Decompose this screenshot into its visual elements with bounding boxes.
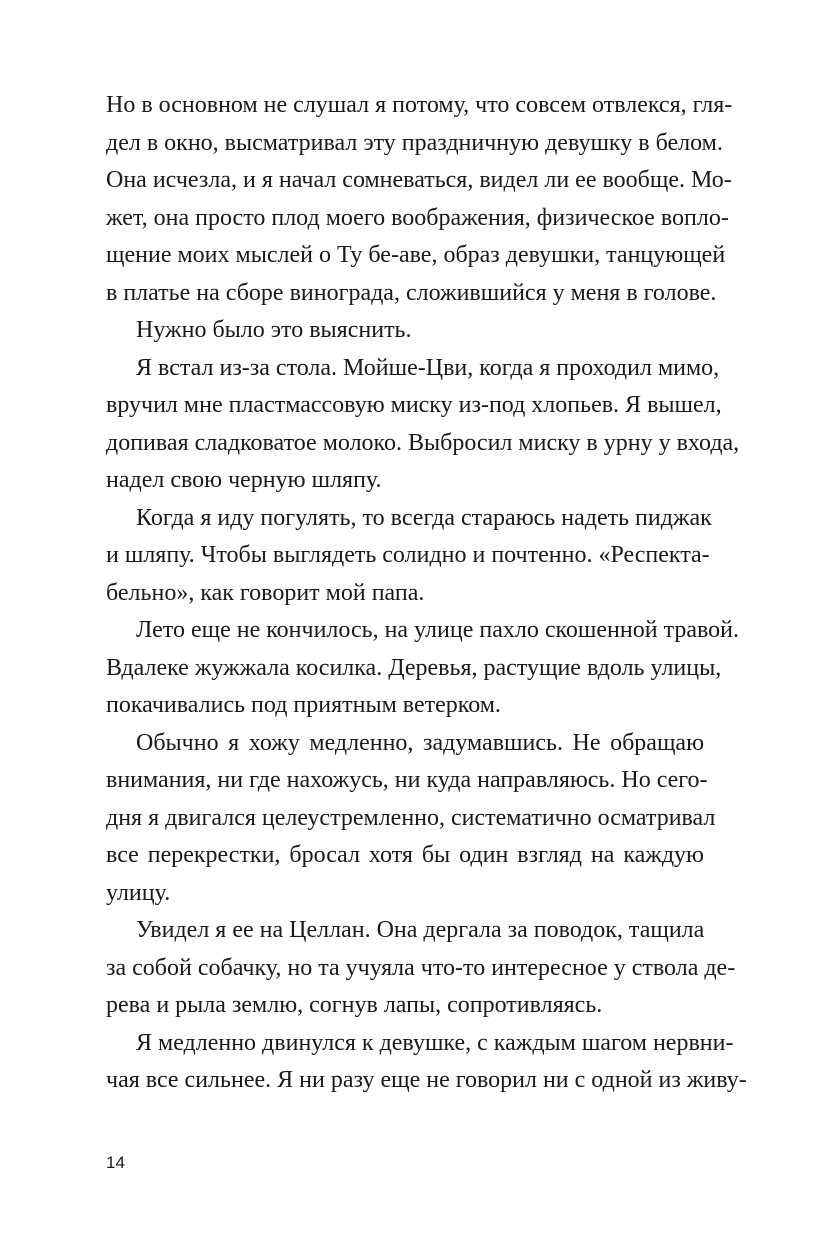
text-line: рева и рыла землю, согнув лапы, сопротивляясь. — [106, 992, 603, 1018]
paragraph-3 — [106, 350, 740, 500]
text-line: за собой собачку, но та учуяла что-то интересное у ствола де- — [106, 954, 736, 981]
paragraph-5 — [106, 612, 740, 725]
text-line: внимания, ни где нахожусь, ни куда направляюсь. Но сего- — [106, 767, 708, 793]
text-line: Обычно я хожу медленно, задумавшись. Не обращаю — [136, 729, 704, 756]
text-line: вручил мне пластмассовую миску из-под хлопьев. Я вышел, — [106, 392, 722, 418]
text-line: допивая сладковатое молоко. Выбросил миску в урну у входа, — [106, 429, 740, 456]
text-line: все перекрестки, бросал хотя бы один взгляд на каждую — [106, 842, 704, 868]
text-line: Я медленно двинулся к девушке, с каждым шагом нервни- — [136, 1029, 734, 1056]
text-line: Я встал из-за стола. Мойше-Цви, когда я проходил мимо, — [136, 354, 720, 381]
text-line: Нужно было это выяснить. — [136, 317, 412, 343]
paragraph-4 — [106, 500, 712, 613]
text-line: щение моих мыслей о Ту бе-аве, образ девушки, танцующей — [106, 242, 726, 268]
text-line: жет, она просто плод моего воображения, физическое вопло- — [106, 204, 729, 231]
text-line: Лето еще не кончилось, на улице пахло скошенной травой. — [136, 617, 740, 643]
text-line: дел в окно, высматривал эту праздничную девушку в белом. — [106, 129, 723, 156]
text-line: Вдалеке жужжала косилка. Деревья, растущие вдоль улицы, — [106, 654, 722, 681]
paragraph-7 — [106, 912, 736, 1025]
text-line: и шляпу. Чтобы выглядеть солидно и почтенно. «Респекта- — [106, 542, 710, 568]
text-line: чая все сильнее. Я ни разу еще не говорил ни с одной из живу- — [106, 1067, 747, 1093]
paragraph-8 — [106, 1025, 747, 1100]
text-line: Она исчезла, и я начал сомневаться, видел ли ее вообще. Мо- — [106, 167, 732, 193]
body-text — [106, 87, 747, 1100]
paragraph-2 — [106, 312, 704, 350]
text-line: дня я двигался целеустремленно, систематично осматривал — [106, 804, 716, 831]
text-line: в платье на сборе винограда, сложившийся у меня в голове. — [106, 279, 717, 306]
page-number: 14 — [106, 1153, 125, 1172]
text-line: Увидел я ее на Целлан. Она дергала за поводок, тащила — [136, 917, 705, 943]
text-line: улицу. — [106, 879, 171, 906]
text-line: Но в основном не слушал я потому, что совсем отвлекся, гля- — [106, 92, 733, 118]
paragraph-6 — [106, 725, 716, 913]
text-line: бельно», как говорит мой папа. — [106, 579, 425, 606]
text-line: покачивались под приятным ветерком. — [106, 692, 501, 718]
text-line: Когда я иду погулять, то всегда стараюсь надеть пиджак — [136, 504, 712, 531]
text-line: надел свою черную шляпу. — [106, 467, 382, 493]
paragraph-1 — [106, 87, 733, 312]
